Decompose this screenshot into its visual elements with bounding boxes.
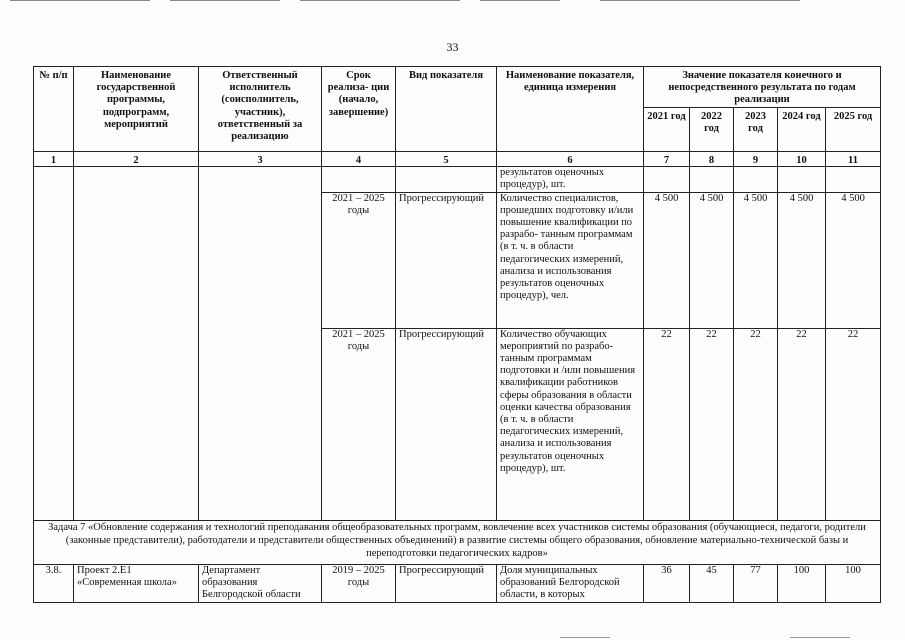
scan-bottom-edge xyxy=(560,637,610,638)
header-year: 2025 год xyxy=(826,107,881,151)
header-year: 2023 год xyxy=(734,107,778,151)
cell-value: 36 xyxy=(644,564,690,602)
program-table xyxy=(33,66,881,603)
cell-num: 3.8. xyxy=(34,564,74,602)
cell-value: 4 500 xyxy=(826,192,881,328)
header-year: 2024 год xyxy=(778,107,826,151)
cell-kind xyxy=(396,166,497,192)
cell-executor: Департамент образования Белгородской области xyxy=(199,564,322,602)
column-number: 2 xyxy=(74,151,199,166)
cell-program: Проект 2.Е1 «Современная школа» xyxy=(74,564,199,602)
cell-value xyxy=(734,166,778,192)
header-year: 2021 год xyxy=(644,107,690,151)
table-row xyxy=(34,564,881,602)
cell-kind: Прогрессирующий xyxy=(396,192,497,328)
cell-value: 4 500 xyxy=(690,192,734,328)
header-values-group: Значение показателя конечного и непосредственного результата по годам реализации xyxy=(644,67,881,108)
cell-indicator: Доля муниципальных образований Белгородской области, в которых xyxy=(497,564,644,602)
column-number: 7 xyxy=(644,151,690,166)
cell-value: 22 xyxy=(690,328,734,520)
header-kind: Вид показателя xyxy=(396,67,497,152)
cell-term: 2021 – 2025 годы xyxy=(322,192,396,328)
column-number: 1 xyxy=(34,151,74,166)
column-number: 10 xyxy=(778,151,826,166)
header-term: Срок реализа- ции (начало, завершение) xyxy=(322,67,396,152)
header-num: № п/п xyxy=(34,67,74,152)
cell-value xyxy=(690,166,734,192)
column-number: 3 xyxy=(199,151,322,166)
cell-value: 100 xyxy=(778,564,826,602)
column-number: 6 xyxy=(497,151,644,166)
header-program: Наименование государственной программы, подпрограмм, мероприятий xyxy=(74,67,199,152)
scan-bottom-edge xyxy=(790,637,850,638)
task-7-text: Задача 7 «Обновление содержания и технологий преподавания общеобразовательных программ, вовлечение всех участников системы образования (обучающиеся, педагоги, родители (законные представители), работодатели и представители общественных объединений) в развитие системы общего образования, обновление материально-технической базы и переподготовки педагогических кадров» xyxy=(34,520,881,564)
page-number: 33 xyxy=(446,40,459,54)
task-row xyxy=(34,520,881,564)
scan-top-edge xyxy=(0,0,905,2)
column-number: 5 xyxy=(396,151,497,166)
cell-value: 22 xyxy=(826,328,881,520)
header-executor: Ответственный исполнитель (соисполнитель, участник), ответственный за реализацию xyxy=(199,67,322,152)
cell-indicator: Количество специалистов, прошедших подготовку и/или повышение квалификации по разрабо- танным программам (в т. ч. в области педагогических измерений, анализа и использования результатов оценочных процедур), чел. xyxy=(497,192,644,328)
cell-term: 2021 – 2025 годы xyxy=(322,328,396,520)
cell-value: 22 xyxy=(778,328,826,520)
cell-kind: Прогрессирующий xyxy=(396,328,497,520)
cell-value: 4 500 xyxy=(644,192,690,328)
column-number: 4 xyxy=(322,151,396,166)
cell-term: 2019 – 2025 годы xyxy=(322,564,396,602)
column-number: 8 xyxy=(690,151,734,166)
cell-term xyxy=(322,166,396,192)
header-indicator: Наименование показателя, единица измерения xyxy=(497,67,644,152)
cell-value: 4 500 xyxy=(778,192,826,328)
cell-value: 100 xyxy=(826,564,881,602)
column-number: 9 xyxy=(734,151,778,166)
cell-executor xyxy=(199,166,322,520)
cell-indicator: результатов оценочных процедур), шт. xyxy=(497,166,644,192)
cell-value: 45 xyxy=(690,564,734,602)
cell-value: 22 xyxy=(644,328,690,520)
header-year: 2022 год xyxy=(690,107,734,151)
cell-indicator: Количество обучающих мероприятий по разрабо- танным программам подготовки и /или повышения квалификации работников сферы образования в области оценки качества образования (в т. ч. в области педагогических измерений, анализа и использования результатов оценочных процедур), шт. xyxy=(497,328,644,520)
cell-value: 22 xyxy=(734,328,778,520)
cell-num xyxy=(34,166,74,520)
cell-value xyxy=(778,166,826,192)
cell-kind: Прогрессирующий xyxy=(396,564,497,602)
cell-value xyxy=(826,166,881,192)
cell-value xyxy=(644,166,690,192)
cell-value: 77 xyxy=(734,564,778,602)
cell-program xyxy=(74,166,199,520)
table-row xyxy=(34,166,881,192)
cell-value: 4 500 xyxy=(734,192,778,328)
column-number: 11 xyxy=(826,151,881,166)
